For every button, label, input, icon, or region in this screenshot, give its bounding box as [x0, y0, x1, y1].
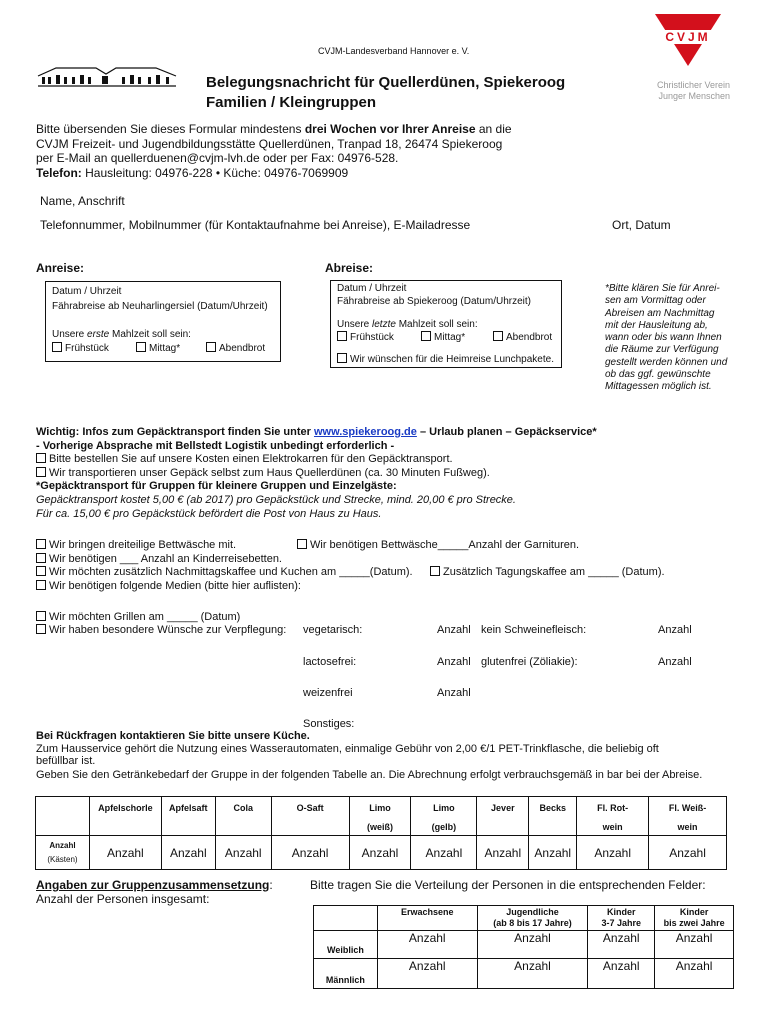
people-male-adults[interactable]: Anzahl	[377, 959, 477, 989]
arrival-heading: Anreise:	[36, 261, 85, 275]
food-wishes[interactable]: Wir haben besondere Wünsche zur Verpflegung:	[36, 624, 286, 637]
people-male-toddlers[interactable]: Anzahl	[655, 959, 734, 989]
people-male-kids[interactable]: Anzahl	[588, 959, 655, 989]
departure-box	[330, 280, 562, 368]
luggage-opt-self[interactable]: Wir transportieren unser Gepäck selbst zum Haus Quellerdünen (ca. 30 Minuten Fußweg).	[36, 467, 597, 481]
drinks-col-apfelsaft: Apfelsaft	[161, 797, 215, 820]
drinks-amount-weisswein[interactable]: Anzahl	[649, 836, 727, 870]
drinks-amount-cola[interactable]: Anzahl	[215, 836, 271, 870]
service-meeting-coffee[interactable]: Zusätzlich Tagungskaffee am _____ (Datum).	[430, 566, 665, 578]
luggage-opt-cart[interactable]: Bitte bestellen Sie auf unsere Kosten einen Elektrokarren für den Gepäcktransport.	[36, 453, 597, 467]
drinks-corner	[36, 797, 90, 820]
drinks-row-label: Anzahl (Kästen)	[36, 836, 90, 870]
field-contact: Telefonnummer, Mobilnummer (für Kontaktaufnahme bei Anreise), E-Mailadresse	[40, 218, 471, 232]
page-title: Belegungsnachricht für Quellerdünen, Spiekeroog	[206, 74, 566, 91]
departure-meal-label: Unsere letzte Mahlzeit soll sein:	[337, 319, 478, 330]
intro-text: Bitte übersenden Sie dieses Formular mindestens drei Wochen vor Ihrer Anreise an die CVJM Freizeit- und Jugendbildungsstätte Quellerdünen, Tranpad 18, 26474 Spiekeroog per E-Mail an quellerduenen@cvjm-lvh.de oder per Fax: 04976-528. Telefon: Hausleitung: 04976-228 • Küche: 04976-7069909	[36, 122, 512, 180]
people-col-toddlers: Kinder bis zwei Jahre	[655, 906, 734, 931]
departure-opt-lunch[interactable]: Mittag*	[421, 331, 465, 343]
group-total: Anzahl der Personen insgesamt:	[36, 892, 210, 906]
page-subtitle: Familien / Kleingruppen	[206, 94, 377, 111]
food-grill[interactable]: Wir möchten Grillen am _____ (Datum)	[36, 611, 286, 624]
service-coffee-cake[interactable]: Wir möchten zusätzlich Nachmittagskaffee und Kuchen am _____(Datum).	[36, 566, 413, 580]
departure-heading: Abreise:	[325, 261, 374, 275]
food-vegetarian-amount[interactable]: Anzahl	[437, 624, 471, 636]
logo-caption-2: Junger Menschen	[658, 91, 730, 101]
people-col-adults: Erwachsene	[377, 906, 477, 931]
departure-ferry: Fährabreise ab Spiekeroog (Datum/Uhrzeit)	[337, 296, 531, 307]
luggage-section: Wichtig: Infos zum Gepäcktransport finden Sie unter www.spiekeroog.de – Urlaub planen – Gepäckservice* - Vorherige Absprache mit Bellstedt Logistik unbedingt erforderlich - Bitte bestellen Sie auf unsere Kosten einen Elektrokarren für den Gepäcktransport. Wir transportieren unser Gepäck selbst zum Haus Quellerdünen (ca. 30 Minuten Fußweg). *Gepäcktransport für Gruppen für kleinere Gruppen und Einzelgäste: Gepäcktransport kostet 5,00 € (ab 2017) pro Gepäckstück und Strecke, mind. 20,00 € pro Strecke. Für ca. 15,00 € pro Gepäckstück befördert die Post von Haus zu Haus.	[36, 426, 597, 520]
drinks-col-cola: Cola	[215, 797, 271, 820]
drinks-col-rotwein-sub: wein	[577, 820, 649, 836]
drinks-amount-limo-gelb[interactable]: Anzahl	[411, 836, 477, 870]
group-heading: Angaben zur Gruppenzusammensetzung:	[36, 878, 273, 892]
food-vegetarian: vegetarisch:	[303, 624, 363, 636]
departure-opt-breakfast[interactable]: Frühstück	[337, 331, 394, 343]
drinks-col-weisswein-sub: wein	[649, 820, 727, 836]
departure-datetime: Datum / Uhrzeit	[337, 283, 407, 294]
drinks-col-jever: Jever	[477, 797, 529, 820]
field-name-address: Name, Anschrift	[40, 194, 125, 208]
drinks-amount-osaft[interactable]: Anzahl	[271, 836, 349, 870]
arrival-opt-lunch[interactable]: Mittag*	[136, 342, 180, 354]
arrival-ferry: Fährabreise ab Neuharlingersiel (Datum/Uhrzeit)	[52, 301, 268, 312]
food-lactose-amount[interactable]: Anzahl	[437, 656, 471, 668]
drinks-amount-jever[interactable]: Anzahl	[477, 836, 529, 870]
service-own-linen[interactable]: Wir bringen dreiteilige Bettwäsche mit.	[36, 539, 413, 553]
drinks-col-weisswein: Fl. Weiß-	[649, 797, 727, 820]
drinks-col-limo-weiss-sub: (weiß)	[349, 820, 411, 836]
drinks-amount-rotwein[interactable]: Anzahl	[577, 836, 649, 870]
drinks-col-becks: Becks	[529, 797, 577, 820]
people-female-kids[interactable]: Anzahl	[588, 931, 655, 959]
drinks-col-osaft: O-Saft	[271, 797, 349, 820]
logo-caption-1: Christlicher Verein	[656, 80, 730, 90]
cvjm-logo	[653, 12, 723, 68]
house-logo	[36, 66, 178, 88]
org-line: CVJM-Landesverband Hannover e. V.	[318, 46, 470, 56]
midday-note: *Bitte klären Sie für Anrei- sen am Vormittag oder Abreisen am Nachmittag mit der Hausleitung ab, wann oder bis wann Ihnen die Räume zur Verfügung gestellt werden können und ob das ggf. gewünschte Mittagessen möglich ist.	[605, 283, 728, 393]
food-wheat: weizenfrei	[303, 687, 353, 699]
drinks-col-rotwein: Fl. Rot-	[577, 797, 649, 820]
people-female-adults[interactable]: Anzahl	[377, 931, 477, 959]
food-other: Sonstiges:	[303, 718, 355, 730]
drinks-amount-limo-weiss[interactable]: Anzahl	[349, 836, 411, 870]
people-col-kids: Kinder 3-7 Jahre	[588, 906, 655, 931]
food-lactose: lactosefrei:	[303, 656, 357, 668]
service-kids-beds[interactable]: Wir benötigen ___ Anzahl an Kinderreisebetten.	[36, 553, 413, 567]
arrival-opt-breakfast[interactable]: Frühstück	[52, 342, 109, 354]
departure-opt-dinner[interactable]: Abendbrot	[493, 331, 552, 343]
people-corner	[314, 906, 378, 931]
people-row-female: Weiblich	[314, 931, 378, 959]
spiekeroog-link[interactable]: www.spiekeroog.de	[313, 426, 417, 438]
kitchen-section: Bei Rückfragen kontaktieren Sie bitte unsere Küche. Zum Hausservice gehört die Nutzung eines Wasserautomaten, einmalige Gebühr von 2,00 €/1 PET-Trinkflasche, die beliebig oft befüllbar ist. Geben Sie den Getränkebedarf der Gruppe in der folgenden Tabelle an. Die Abrechnung erfolgt verbrauchsgemäß in bar bei der Abreise.	[36, 730, 703, 781]
people-male-youth[interactable]: Anzahl	[477, 959, 588, 989]
departure-lunch-packets[interactable]: Wir wünschen für die Heimreise Lunchpakete.	[337, 353, 554, 365]
drinks-col-limo-gelb-sub: (gelb)	[411, 820, 477, 836]
field-place-date: Ort, Datum	[612, 218, 671, 232]
arrival-meal-label: Unsere erste Mahlzeit soll sein:	[52, 329, 191, 340]
drinks-col-apfelschorle: Apfelschorle	[89, 797, 161, 820]
food-section	[36, 611, 286, 637]
drinks-col-limo-weiss: Limo	[349, 797, 411, 820]
arrival-datetime: Datum / Uhrzeit	[52, 286, 122, 297]
food-no-pork: kein Schweinefleisch:	[481, 624, 587, 636]
people-col-youth: Jugendliche (ab 8 bis 17 Jahre)	[477, 906, 588, 931]
drinks-amount-becks[interactable]: Anzahl	[529, 836, 577, 870]
food-gluten-amount[interactable]: Anzahl	[658, 656, 692, 668]
drinks-amount-apfelsaft[interactable]: Anzahl	[161, 836, 215, 870]
food-gluten: glutenfrei (Zöliakie):	[481, 656, 578, 668]
food-no-pork-amount[interactable]: Anzahl	[658, 624, 692, 636]
people-row-male: Männlich	[314, 959, 378, 989]
people-table	[313, 905, 734, 989]
people-female-toddlers[interactable]: Anzahl	[655, 931, 734, 959]
service-need-linen[interactable]: Wir benötigen Bettwäsche_____Anzahl der Garnituren.	[297, 539, 579, 551]
drinks-col-limo-gelb: Limo	[411, 797, 477, 820]
group-instruction: Bitte tragen Sie die Verteilung der Personen in die entsprechenden Felder:	[310, 878, 706, 892]
arrival-opt-dinner[interactable]: Abendbrot	[206, 342, 265, 354]
drinks-amount-apfelschorle[interactable]: Anzahl	[89, 836, 161, 870]
people-female-youth[interactable]: Anzahl	[477, 931, 588, 959]
service-media[interactable]: Wir benötigen folgende Medien (bitte hier auflisten):	[36, 580, 413, 594]
food-wheat-amount[interactable]: Anzahl	[437, 687, 471, 699]
logo-text: CVJM	[665, 30, 711, 44]
arrival-box	[45, 281, 281, 362]
drinks-table	[35, 796, 727, 870]
